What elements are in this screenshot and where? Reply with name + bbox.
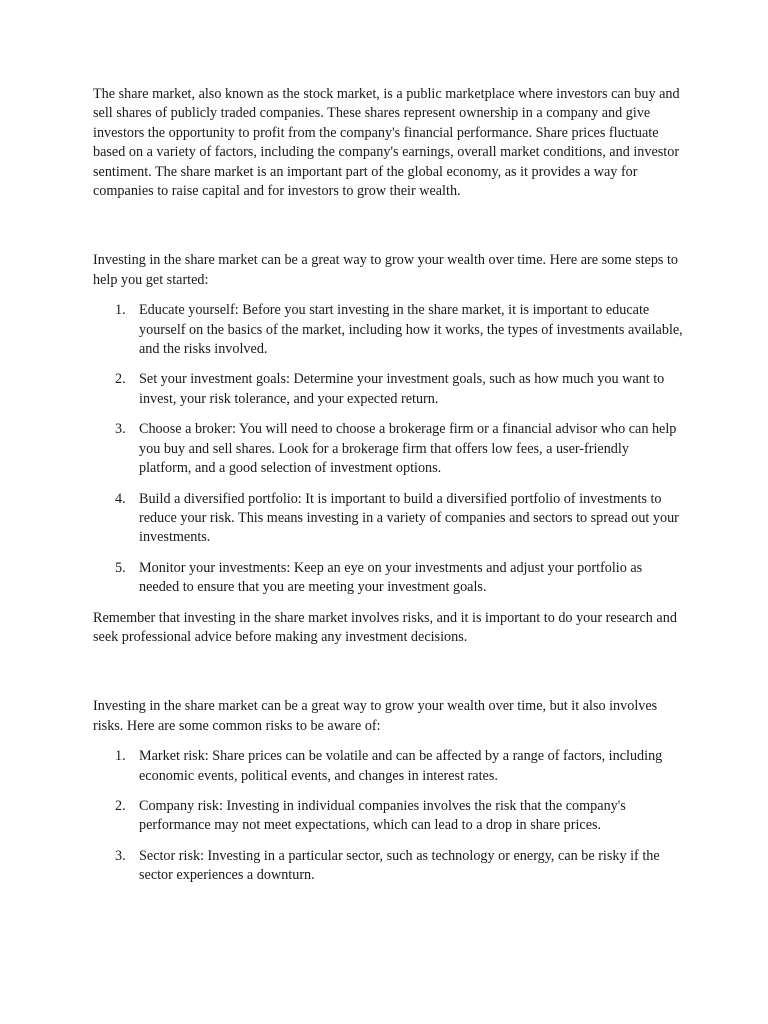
risks-list (93, 747, 683, 885)
list-item-text: Build a diversified portfolio: It is important to build a diversified portfolio of investments to reduce your risk. This means investing in a variety of companies and sectors to spread out your investments. (139, 490, 679, 546)
list-item-text: Monitor your investments: Keep an eye on your investments and adjust your portfolio as needed to ensure that you are meeting your investment goals. (139, 559, 643, 596)
list-item-text: Market risk: Share prices can be volatile and can be affected by a range of factors, including economic events, political events, and changes in interest rates. (139, 748, 663, 784)
list-item (93, 797, 683, 836)
list-item (93, 301, 683, 359)
list-item-text: Set your investment goals: Determine your investment goals, such as how much you want to invest, your risk tolerance, and your expected return. (139, 371, 665, 407)
list-item (93, 420, 683, 478)
list-item (93, 847, 683, 886)
list-item (93, 490, 683, 548)
getting-started-lead: Investing in the share market can be a great way to grow your wealth over time. Here are some steps to help you get started: (93, 252, 679, 288)
list-number: 2. (115, 797, 126, 814)
list-number: 5. (115, 559, 126, 576)
list-item-text: Company risk: Investing in individual companies involves the risk that the company's performance may not meet expectations, which can lead to a drop in share prices. (139, 797, 626, 834)
risks-lead: Investing in the share market can be a great way to grow your wealth over time, but it also involves risks. Here are some common risks to be aware of: (93, 698, 658, 734)
list-item-text: Sector risk: Investing in a particular sector, such as technology or energy, can be risky if the sector experiences a downturn. (139, 847, 660, 884)
list-number: 2. (115, 371, 126, 388)
list-item (93, 370, 683, 409)
document-page (93, 85, 683, 897)
list-number: 1. (115, 748, 126, 765)
list-number: 3. (115, 421, 126, 438)
list-item (93, 747, 683, 786)
intro-paragraph: The share market, also known as the stock market, is a public marketplace where investors can buy and sell shares of publicly traded companies. These shares represent ownership in a company and give investors the opportunity to profit from the company's financial performance. Share prices fluctuate based on a variety of factors, including the company's earnings, overall market conditions, and investor sentiment. The share market is an important part of the global economy, as it provides a way for companies to raise capital and for investors to grow their wealth. (93, 86, 680, 200)
list-item (93, 559, 683, 598)
list-number: 4. (115, 490, 126, 507)
getting-started-steps (93, 301, 683, 597)
getting-started-closing: Remember that investing in the share market involves risks, and it is important to do your research and seek professional advice before making any investment decisions. (93, 609, 677, 645)
list-number: 1. (115, 302, 126, 319)
list-item-text: Educate yourself: Before you start investing in the share market, it is important to educate yourself on the basics of the market, including how it works, the types of investments available, and the risks involved. (139, 302, 683, 358)
list-item-text: Choose a broker: You will need to choose a brokerage firm or a financial advisor who can help you buy and sell shares. Look for a brokerage firm that offers low fees, a user-friendly platform, and a good selection of investment options. (139, 421, 677, 477)
list-number: 3. (115, 847, 126, 864)
